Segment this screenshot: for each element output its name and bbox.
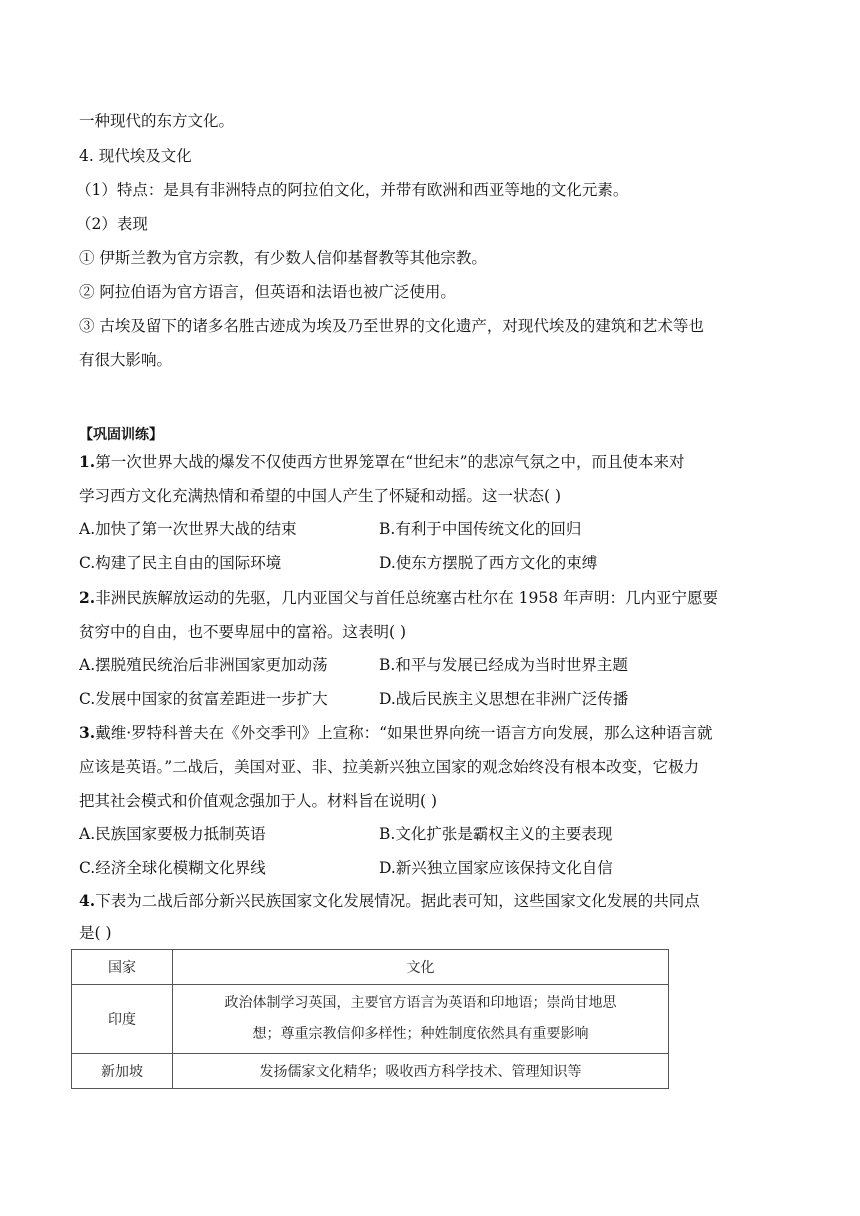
question-3-text-1: 戴维·罗特科普夫在《外交季刊》上宣称：“如果世界向统一语言方向发展，那么这种语言就	[95, 724, 713, 742]
question-1-option-d[interactable]: D.使东方摆脱了西方文化的束缚	[379, 554, 598, 572]
culture-table	[71, 949, 669, 1089]
question-2-option-d[interactable]: D.战后民族主义思想在非洲广泛传播	[379, 690, 629, 708]
table-header-culture: 文化	[173, 950, 669, 985]
egypt-feature-text: （1）特点：是具有非洲特点的阿拉伯文化，并带有欧洲和西亚等地的文化元素。	[76, 181, 629, 199]
question-4-number: 4.	[79, 891, 96, 910]
egypt-heading: 4. 现代埃及文化	[79, 147, 192, 165]
question-3-line-1	[79, 722, 713, 744]
singapore-culture-line-1: 发扬儒家文化精华；吸收西方科学技术、管理知识等	[259, 1064, 582, 1080]
question-2-number: 2.	[79, 588, 96, 607]
question-3-number: 3.	[79, 723, 96, 742]
egypt-item-3-continued: 有很大影响。	[79, 351, 173, 369]
table-row	[72, 1054, 669, 1089]
question-3-line-3: 把其社会模式和价值观念强加于人。材料旨在说明( )	[79, 792, 438, 810]
question-2-option-a[interactable]: A.摆脱殖民统治后非洲国家更加动荡	[79, 656, 328, 674]
question-4-line-2: 是( )	[79, 924, 112, 942]
question-3-option-d[interactable]: D.新兴独立国家应该保持文化自信	[379, 859, 613, 877]
question-1-option-c[interactable]: C.构建了民主自由的国际环境	[79, 554, 282, 572]
table-cell-country-india: 印度	[72, 985, 173, 1054]
question-1-text-1: 第一次世界大战的爆发不仅使西方世界笼罩在“世纪末”的悲凉气氛之中，而且使本来对	[95, 453, 685, 471]
question-4-text-1: 下表为二战后部分新兴民族国家文化发展情况。据此表可知，这些国家文化发展的共同点	[95, 892, 700, 910]
table-header-row	[72, 950, 669, 985]
question-2-option-c[interactable]: C.发展中国家的贫富差距进一步扩大	[79, 690, 328, 708]
egypt-item-2: ② 阿拉伯语为官方语言，但英语和法语也被广泛使用。	[79, 283, 456, 301]
india-culture-line-2: 想；尊重宗教信仰多样性；种姓制度依然具有重要影响	[252, 1026, 589, 1042]
question-1-option-b[interactable]: B.有利于中国传统文化的回归	[379, 520, 582, 538]
table-header-country: 国家	[72, 950, 173, 985]
question-3-option-b[interactable]: B.文化扩张是霸权主义的主要表现	[379, 825, 613, 843]
question-1-number: 1.	[79, 452, 96, 471]
question-3-line-2: 应该是英语。”二战后，美国对亚、非、拉美新兴独立国家的观念始终没有根本改变，它极力	[79, 758, 700, 776]
question-4-line-1	[79, 890, 700, 912]
table-cell-culture-singapore	[173, 1054, 669, 1089]
question-2-option-b[interactable]: B.和平与发展已经成为当时世界主题	[379, 656, 628, 674]
intro-tail-text: 一种现代的东方文化。	[79, 112, 235, 130]
egypt-item-1: ① 伊斯兰教为官方宗教，有少数人信仰基督教等其他宗教。	[79, 249, 487, 267]
table-row	[72, 985, 669, 1054]
egypt-item-3: ③ 古埃及留下的诸多名胜古迹成为埃及乃至世界的文化遗产，对现代埃及的建筑和艺术等也	[79, 317, 704, 335]
question-2-line-1	[79, 587, 718, 609]
question-1-line-2: 学习西方文化充满热情和希望的中国人产生了怀疑和动摇。这一状态( )	[79, 487, 562, 505]
question-1-line-1	[79, 451, 685, 473]
table-cell-country-singapore: 新加坡	[72, 1054, 173, 1089]
question-2-text-1: 非洲民族解放运动的先驱，几内亚国父与首任总统塞古杜尔在 1958 年声明：几内亚宁愿要	[95, 589, 718, 607]
question-3-option-a[interactable]: A.民族国家要极力抵制英语	[79, 825, 266, 843]
question-2-line-2: 贫穷中的自由，也不要卑屈中的富裕。这表明( )	[79, 623, 407, 641]
question-3-option-c[interactable]: C.经济全球化模糊文化界线	[79, 859, 266, 877]
table-cell-culture-india	[173, 985, 669, 1054]
question-1-option-a[interactable]: A.加快了第一次世界大战的结束	[79, 520, 297, 538]
practice-section-title: 【巩固训练】	[79, 427, 163, 443]
india-culture-line-1: 政治体制学习英国，主要官方语言为英语和印地语；崇尚甘地思	[224, 995, 617, 1011]
egypt-expression-label: （2）表现	[76, 215, 148, 233]
